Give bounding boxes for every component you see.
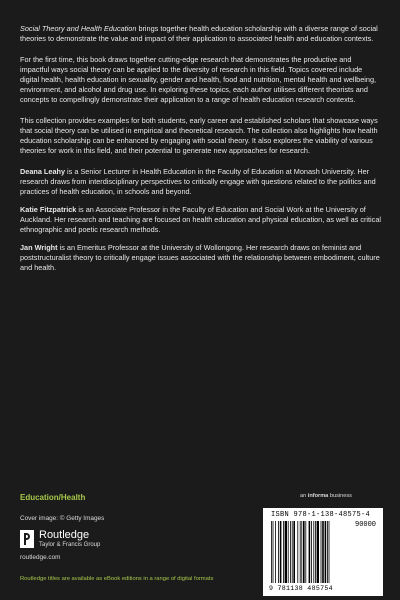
informa-business-tag: an informa business xyxy=(300,493,352,499)
blurb-paragraph-2: For the first time, this book draws together cutting-edge research that demonstrates the productive and impactful ways social theory can be applied to the diversity of research in this field. Topics covered include digital health, health education in sexuality, gender and health, food and nutrition, mental health and wellbeing, environment, and alcohol and drug use. In exploring these topics, each author utilises different theorists and concepts to compellingly demonstrate their application to a range of health education research contexts. xyxy=(20,55,377,104)
barcode-bar xyxy=(322,521,324,583)
book-title: Social Theory and Health Education xyxy=(20,24,137,33)
blurb-paragraph-1: Social Theory and Health Education brings together health education scholarship with a diverse range of social theories to demonstrate the value and impact of their application to associated health and education contexts. xyxy=(20,24,378,43)
publisher-name: Routledge xyxy=(39,529,90,541)
barcode-bar xyxy=(325,521,327,583)
isbn-label: ISBN 978-1-138-48575-4 xyxy=(271,511,371,519)
barcode-bar xyxy=(315,521,316,583)
barcode-bar xyxy=(327,521,328,583)
barcode-bar xyxy=(290,521,291,583)
price-code: 90000 xyxy=(355,521,377,529)
barcode-bar xyxy=(300,521,301,583)
barcode-bar xyxy=(293,521,295,583)
barcode-bar xyxy=(311,521,312,583)
barcode-bar xyxy=(305,521,306,583)
barcode-bar xyxy=(321,521,322,583)
publisher-group: Taylor & Francis Group xyxy=(39,542,101,548)
ean-barcode-bars xyxy=(271,521,349,583)
cover-credit: Cover image: © Getty Images xyxy=(20,515,105,522)
ean-digits: 9 781138 485754 xyxy=(269,585,333,592)
barcode-bar xyxy=(313,521,314,583)
author-bio-2: Katie Fitzpatrick is an Associate Professor in the Faculty of Education and Social Work at the University of Auckland. Her research and teaching are focused on health education and physical education, as well as critical ethnographic and poetic research methods. xyxy=(20,205,382,234)
author-name: Jan Wright xyxy=(20,243,58,252)
barcode-bar xyxy=(288,521,289,583)
barcode-bar xyxy=(329,521,330,583)
footer-left xyxy=(20,493,220,522)
author-bio-3: Jan Wright is an Emeritus Professor at the University of Wollongong. Her research draws on feminist and poststructuralist theory to critically engage issues associated with the relationship between embodiment, culture and health. xyxy=(20,243,380,272)
barcode-bar xyxy=(301,521,302,583)
barcode-bar xyxy=(297,521,298,583)
author-bio-1: Deana Leahy is a Senior Lecturer in Health Education in the Faculty of Education at Monash University. Her research draws from interdisciplinary perspectives to critically engage with questions related to the politics and practices of health education, in schools and beyond. xyxy=(20,167,376,196)
barcode-bar xyxy=(273,521,274,583)
barcode-bar xyxy=(271,521,272,583)
routledge-r-icon xyxy=(20,530,34,548)
publisher-url: routledge.com xyxy=(20,554,61,561)
barcode-bar xyxy=(283,521,284,583)
back-cover-blurb xyxy=(20,24,382,281)
barcode-bar xyxy=(303,521,305,583)
barcode-bar xyxy=(309,521,311,583)
barcode-bar xyxy=(317,521,319,583)
author-name: Katie Fitzpatrick xyxy=(20,205,77,214)
isbn-barcode xyxy=(263,508,383,596)
barcode-bar xyxy=(278,521,279,583)
subject-category: Education/Health xyxy=(20,493,86,502)
barcode-bar xyxy=(285,521,287,583)
publisher-logo xyxy=(20,530,100,549)
barcode-bar xyxy=(292,521,293,583)
ebook-note: Routledge titles are available as eBook editions in a range of digital formats xyxy=(20,576,214,582)
author-name: Deana Leahy xyxy=(20,167,66,176)
barcode-bar xyxy=(275,521,276,583)
blurb-paragraph-3: This collection provides examples for both students, early career and established scholars that showcase ways that social theory can be utilised in empirical and theoretical research. The collection also highlights how health education scholarship can be enhanced by engaging with social theory. It also explores the viability of various theories for work in this field, and their potential to generate new approaches for research. xyxy=(20,116,378,155)
informa-brand: informa xyxy=(307,493,329,499)
barcode-bar xyxy=(280,521,282,583)
